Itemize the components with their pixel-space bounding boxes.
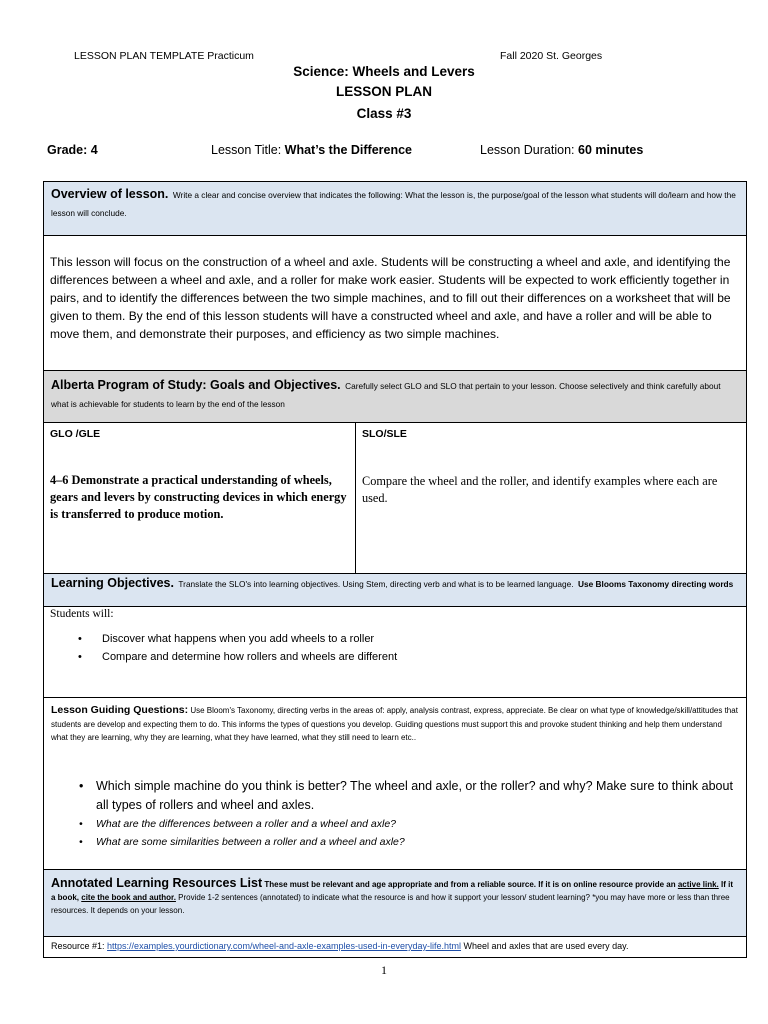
overview-heading: Overview of lesson. bbox=[51, 187, 169, 201]
duration-value: 60 minutes bbox=[578, 143, 644, 157]
lesson-title bbox=[211, 143, 412, 157]
overview-instructions: Write a clear and concise overview that indicates the following: What the lesson is, the purpose/goal of the lesson what students will do/learn and how the lesson will conclude. bbox=[51, 190, 736, 218]
lesson-title-value: What’s the Difference bbox=[284, 143, 413, 157]
list-item: • Discover what happens when you add wheels to a roller bbox=[50, 630, 740, 648]
resource-1-row bbox=[43, 936, 747, 958]
guiding-cell bbox=[43, 697, 747, 870]
slo-header: SLO/SLE bbox=[362, 428, 407, 440]
main-question bbox=[51, 777, 739, 815]
objectives-instructions-bold: Use Blooms Taxonomy directing words bbox=[578, 579, 734, 589]
glo-cell bbox=[43, 422, 356, 574]
objectives-instructions: Translate the SLO's into learning objectives. Using Stem, directing verb and what is to be learned language. bbox=[178, 579, 574, 589]
resources-heading: Annotated Learning Resources List bbox=[51, 876, 263, 890]
resource-1-label: Resource #1: bbox=[51, 941, 105, 951]
lesson-duration bbox=[480, 143, 643, 157]
grade-label: Grade: 4 bbox=[47, 143, 98, 157]
page-number: 1 bbox=[381, 963, 387, 977]
program-instructions: Carefully select GLO and SLO that pertain to your lesson. Choose selectively and think carefully about what is achievable for students to learn by the end of the lesson bbox=[51, 381, 721, 409]
glo-header: GLO /GLE bbox=[50, 428, 101, 440]
resources-instructions-a: These must be relevant and age appropriate and from a reliable source. If it is on online resource provide an bbox=[264, 880, 676, 889]
objectives-heading: Learning Objectives. bbox=[51, 576, 174, 590]
guiding-header bbox=[51, 704, 739, 745]
program-header bbox=[43, 370, 747, 423]
active-link-note: active link. bbox=[677, 880, 719, 889]
resource-1-note: Wheel and axles that are used every day. bbox=[463, 941, 629, 951]
list-item: • Compare and determine how rollers and wheels are different bbox=[50, 648, 740, 666]
overview-header bbox=[43, 181, 747, 236]
guiding-list bbox=[51, 777, 739, 851]
header-left: LESSON PLAN TEMPLATE Practicum bbox=[74, 50, 254, 62]
main-question-text: Which simple machine do you think is better? The wheel and axle, or the roller? and why? Make sure to think about all types of rollers and wheel and axles. bbox=[96, 778, 733, 812]
slo-cell bbox=[355, 422, 747, 574]
resources-header bbox=[43, 869, 747, 937]
overview-content-cell bbox=[43, 235, 747, 371]
overview-content: This lesson will focus on the construction of a wheel and axle. Students will be constructing a wheel and axle, and identifying the differences between a wheel and axle, and a roller for make work easier. Students will be expected to work efficiently together in pairs, and to identify the differences between the two simple machines, and to fill out their differences on a worksheet that will be given to them. By the end of this lesson students will have a constructed wheel and axle, and have a roller and will be able to move them, and demonstrate their purposes, and efficiency as two simple machines. bbox=[50, 255, 731, 341]
lesson-title-label: Lesson Title: bbox=[211, 143, 282, 157]
objectives-list bbox=[50, 630, 740, 666]
guiding-instructions: Use Bloom's Taxonomy, directing verbs in the areas of: apply, analysis contrast, express, appreciate. Be clear on what type of knowledge/skill/attitudes that students are develop and expecting them to do. This informs the types of questions you develop. Guiding questions must support this and provoke student thinking and help them understand what they are learning, why they are learning, what they have learned, what they still need to learn etc.. bbox=[51, 706, 738, 742]
resource-1-link[interactable]: https://examples.yourdictionary.com/wheel-and-axle-examples-used-in-everyday-life.html bbox=[107, 941, 462, 951]
resources-instructions-b: If it a book, bbox=[51, 880, 734, 902]
program-heading: Alberta Program of Study: Goals and Objectives. bbox=[51, 378, 341, 392]
page-subtitle: LESSON PLAN bbox=[335, 84, 432, 99]
cite-note: cite the book and author. bbox=[81, 893, 176, 902]
objectives-stem: Students will: bbox=[50, 608, 114, 620]
guiding-heading: Lesson Guiding Questions: bbox=[51, 704, 189, 716]
list-item: • What are the differences between a roller and a wheel and axle? bbox=[51, 815, 739, 833]
resources-instructions-c: Provide 1-2 sentences (annotated) to indicate what the resource is and how it support your lesson/ student learning? *you may have more or less than three resources. It depends on your lesson. bbox=[51, 893, 730, 915]
page-title: Science: Wheels and Levers bbox=[293, 64, 475, 79]
class-number: Class #3 bbox=[356, 106, 412, 121]
glo-text: 4–6 Demonstrate a practical understanding of wheels, gears and levers by constructing devices in which energy is transferred to produce motion. bbox=[50, 473, 347, 521]
duration-label: Lesson Duration: bbox=[480, 143, 575, 157]
slo-text: Compare the wheel and the roller, and identify examples where each are used. bbox=[362, 474, 718, 505]
list-item: • What are some similarities between a roller and a wheel and axle? bbox=[51, 833, 739, 851]
objectives-header bbox=[43, 573, 747, 607]
header-right: Fall 2020 St. Georges bbox=[500, 50, 603, 62]
objectives-content-cell bbox=[43, 606, 747, 698]
